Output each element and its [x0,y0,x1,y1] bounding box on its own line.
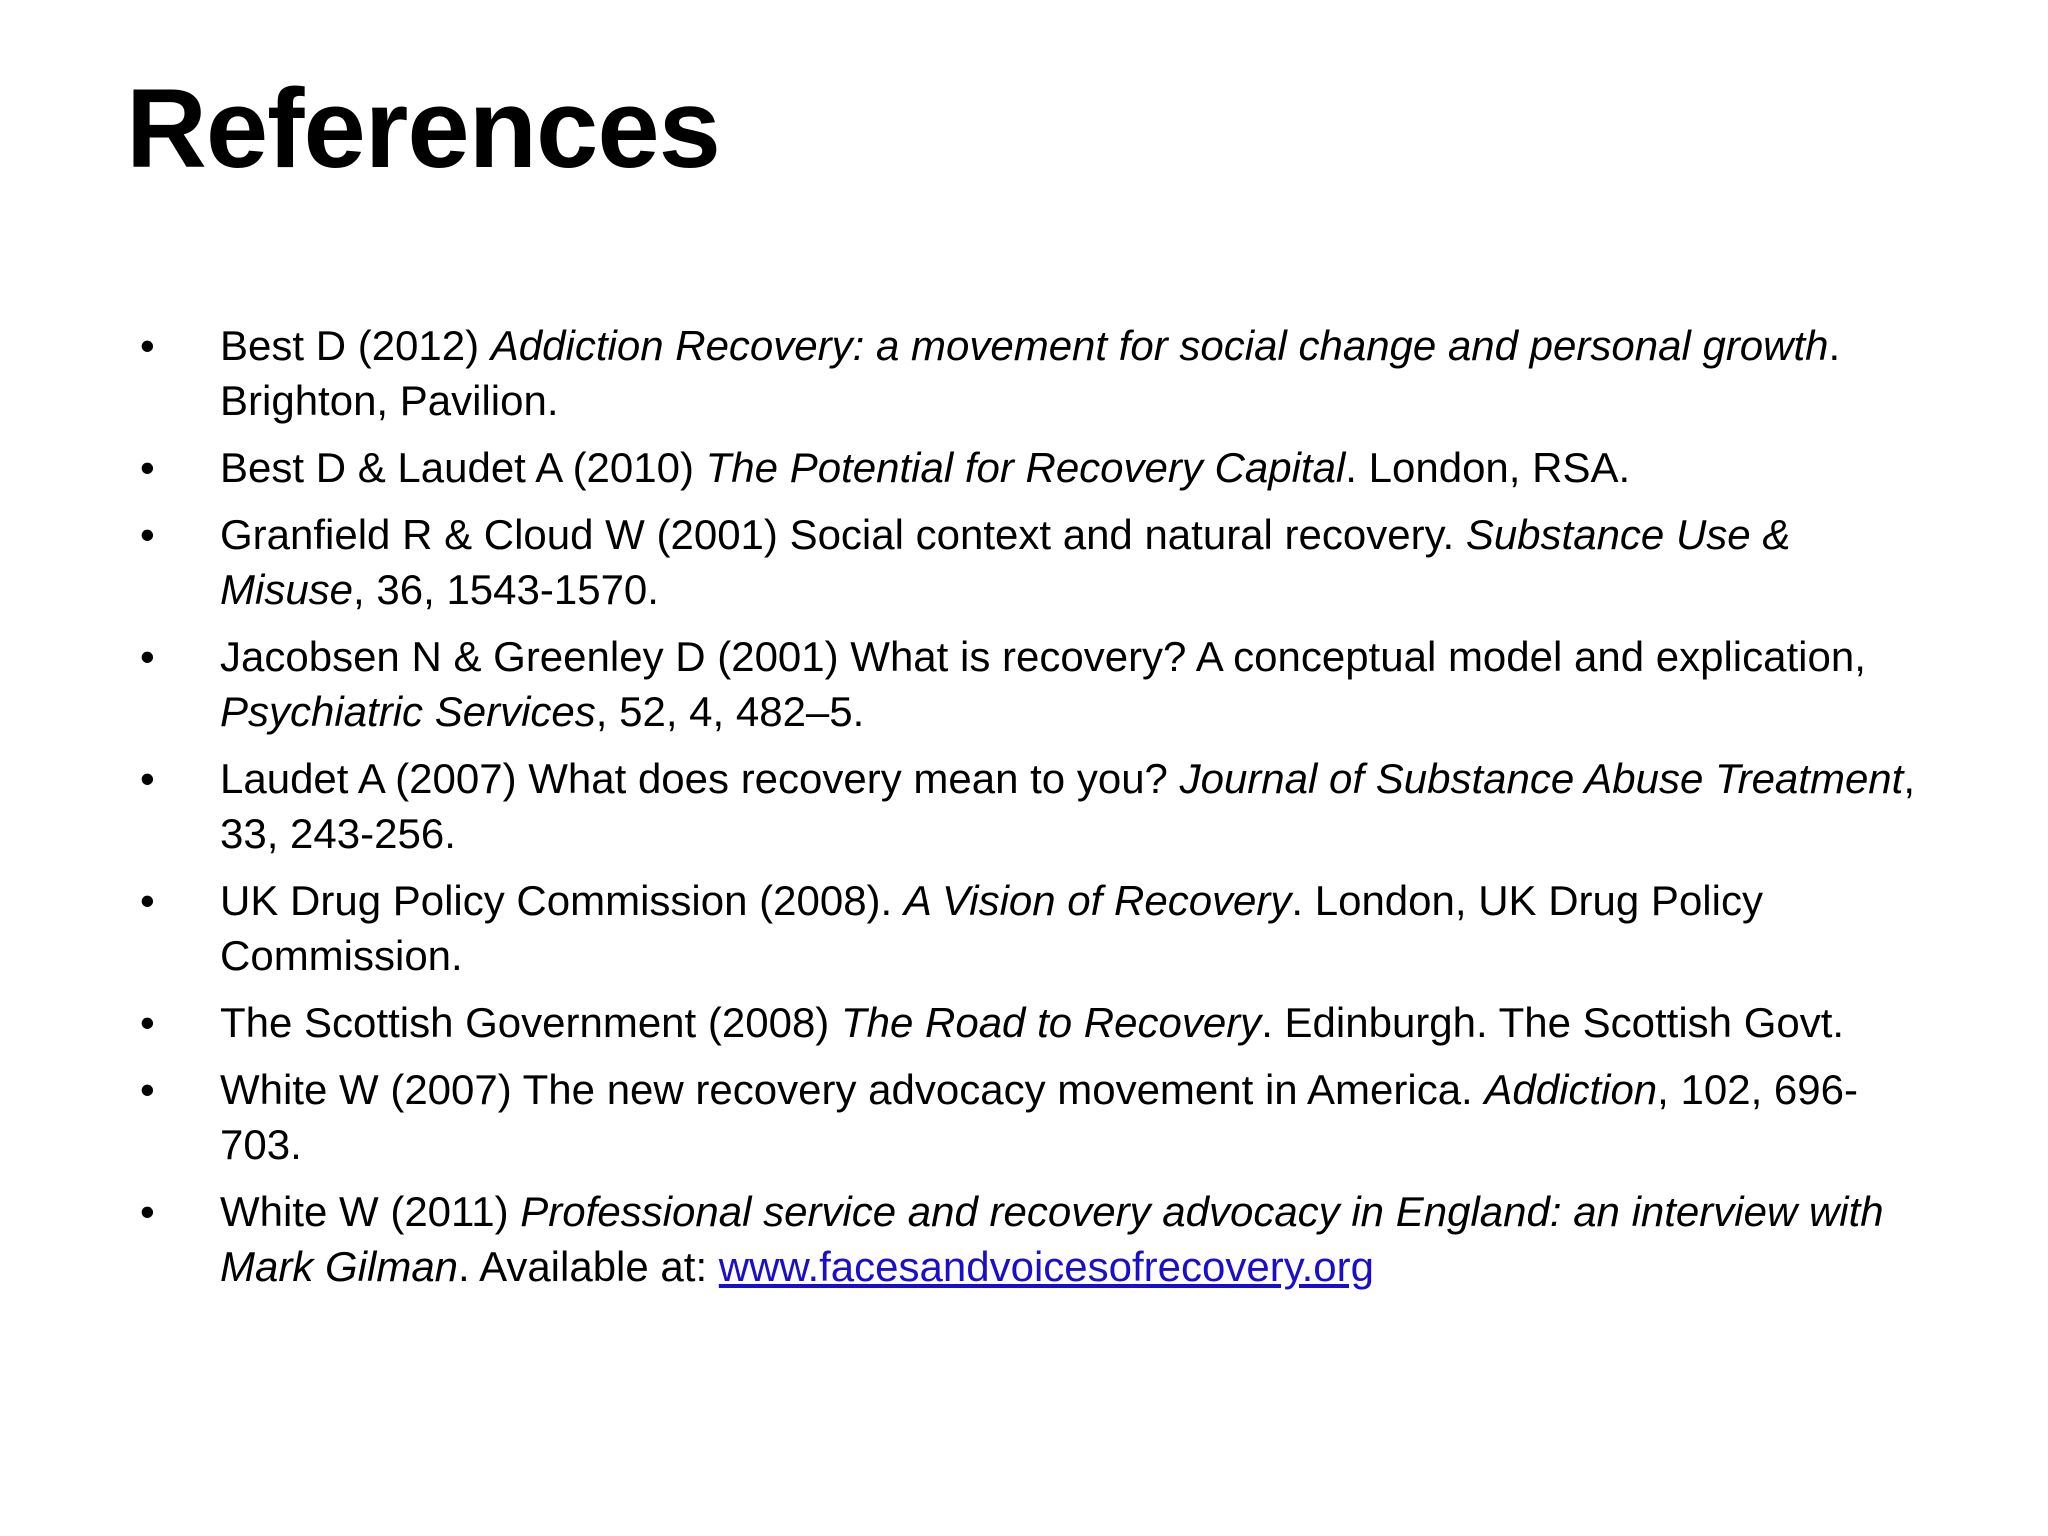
reference-title: Addiction Recovery: a movement for social change and personal growth [490,322,1829,369]
reference-text: White W (2011) [220,1188,521,1235]
reference-item [140,318,1920,428]
bullet-icon: • [140,1188,155,1235]
reference-source: , 102, 696-703. [220,1066,1858,1168]
reference-title: Substance Use & Misuse [220,511,1791,613]
bullet-icon: • [140,999,155,1046]
slide-title: References [126,66,720,191]
reference-title: Addiction [1484,1066,1658,1113]
reference-source: . Brighton, Pavilion. [220,322,1841,424]
reference-item [140,751,1920,861]
reference-text: UK Drug Policy Commission (2008). [220,877,904,924]
reference-source: , 52, 4, 482–5. [595,688,865,735]
reference-item [140,995,1920,1050]
reference-title: Professional service and recovery advocacy in England: an interview with Mark Gilman [220,1188,1884,1290]
reference-source: . Available at: [458,1243,719,1290]
reference-text: Jacobsen N & Greenley D (2001) What is recovery? A conceptual model and explication, [220,633,1866,680]
reference-item [140,440,1920,495]
reference-source: , 36, 1543-1570. [353,566,659,613]
bullet-icon: • [140,755,155,802]
bullet-icon: • [140,1066,155,1113]
reference-text: Best D (2012) [220,322,491,369]
reference-text: Best D & Laudet A (2010) [220,444,706,491]
reference-source: . London, UK Drug Policy Commission. [220,877,1763,979]
reference-item [140,629,1920,739]
reference-text: Granfield R & Cloud W (2001) Social context and natural recovery. [220,511,1466,558]
reference-item [140,507,1920,617]
reference-source: . Edinburgh. The Scottish Govt. [1261,999,1845,1046]
bullet-icon: • [140,511,155,558]
reference-text: The Scottish Government (2008) [220,999,841,1046]
bullet-icon: • [140,322,155,369]
bullet-icon: • [140,444,155,491]
reference-title: Journal of Substance Abuse Treatment [1179,755,1904,802]
bullet-icon: • [140,877,155,924]
reference-source: , 33, 243-256. [220,755,1916,857]
bullet-icon: • [140,633,155,680]
reference-item [140,873,1920,983]
reference-text: White W (2007) The new recovery advocacy movement in America. [220,1066,1485,1113]
reference-title: The Potential for Recovery Capital [705,444,1346,491]
reference-link[interactable]: www.facesandvoicesofrecovery.org [718,1243,1374,1290]
reference-list [140,318,1920,1306]
reference-title: Psychiatric Services [220,688,596,735]
reference-item [140,1184,1920,1294]
reference-item [140,1062,1920,1172]
reference-text: Laudet A (2007) What does recovery mean to you? [220,755,1180,802]
reference-source: . London, RSA. [1345,444,1631,491]
reference-title: A Vision of Recovery [903,877,1292,924]
reference-title: The Road to Recovery [840,999,1262,1046]
